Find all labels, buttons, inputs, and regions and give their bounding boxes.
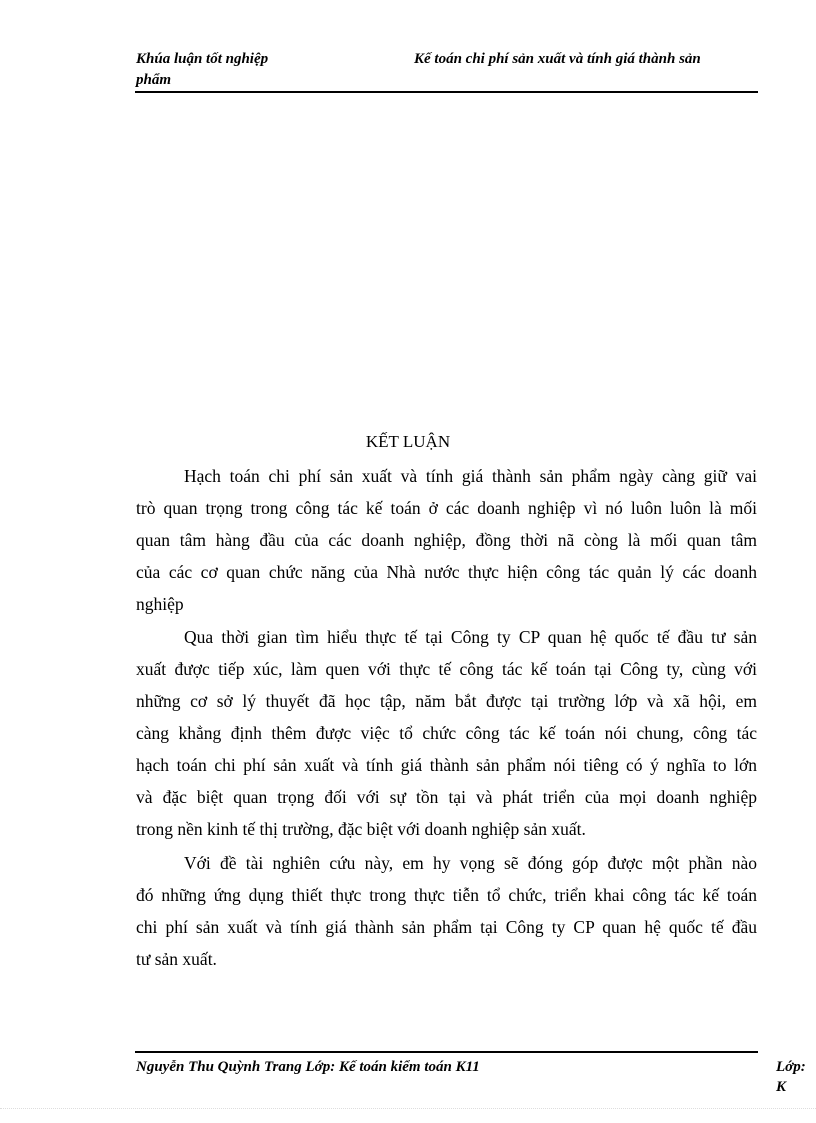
footer-rule [135,1051,758,1053]
paragraph-line: chi phí sản xuất và tính giá thành sản phẩm tại Công ty CP quan hệ quốc tế đầu [136,917,757,937]
paragraph-line: hạch toán chi phí sản xuất và tính giá thành sản phẩm nói tiêng có ý nghĩa to lớn [136,755,757,775]
paragraph-line: xuất được tiếp xúc, làm quen với thực tế công tác kế toán tại Công ty, cùng với [136,659,757,679]
paragraph-line: nghiệp [136,594,184,614]
paragraph-line: Hạch toán chi phí sản xuất và tính giá thành sản phẩm ngày càng giữ vai [184,466,757,486]
footer-left: Nguyễn Thu Quỳnh Trang Lớp: Kế toán kiểm toán K11 [136,1059,480,1075]
page-title: KẾT LUẬN [365,432,451,451]
footer-right: Lớp: K [776,1059,806,1095]
header-rule [135,91,758,93]
header-wrap: phẩm [136,72,172,88]
paragraph-line: quan tâm hàng đầu của các doanh nghiệp, đồng thời nã còng là mối quan tâm [136,530,757,550]
paragraph-line: trò quan trọng trong công tác kế toán ở các doanh nghiệp vì nó luôn luôn là mối [136,498,757,518]
paragraph-line: trong nền kinh tế thị trường, đặc biệt với doanh nghiệp sản xuất. [136,819,586,839]
paragraph-line: và đặc biệt quan trọng đối với sự tồn tại và phát triển của mọi doanh nghiệp [136,787,757,807]
paragraph-line: tư sản xuất. [136,949,217,969]
paragraph-line: những cơ sở lý thuyết đã học tập, năm bắt được tại trường lớp và xã hội, em [136,691,757,711]
paragraph-line: Qua thời gian tìm hiểu thực tế tại Công ty CP quan hệ quốc tế đầu tư sản [184,627,757,647]
paragraph-line: Với đề tài nghiên cứu này, em hy vọng sẽ đóng góp được một phần nào [184,853,757,873]
page-edge [0,1108,816,1109]
paragraph-line: càng khẳng định thêm được việc tổ chức công tác kế toán nói chung, công tác [136,723,757,743]
header-left: Khúa luận tốt nghiệp [136,51,269,67]
paragraph-line: của các cơ quan chức năng của Nhà nước thực hiện công tác quản lý các doanh [136,562,757,582]
paragraph-line: đó những ứng dụng thiết thực trong thực tiễn tổ chức, triển khai công tác kế toán [136,885,757,905]
header-right: Kế toán chi phí sản xuất và tính giá thành sản [414,51,701,67]
